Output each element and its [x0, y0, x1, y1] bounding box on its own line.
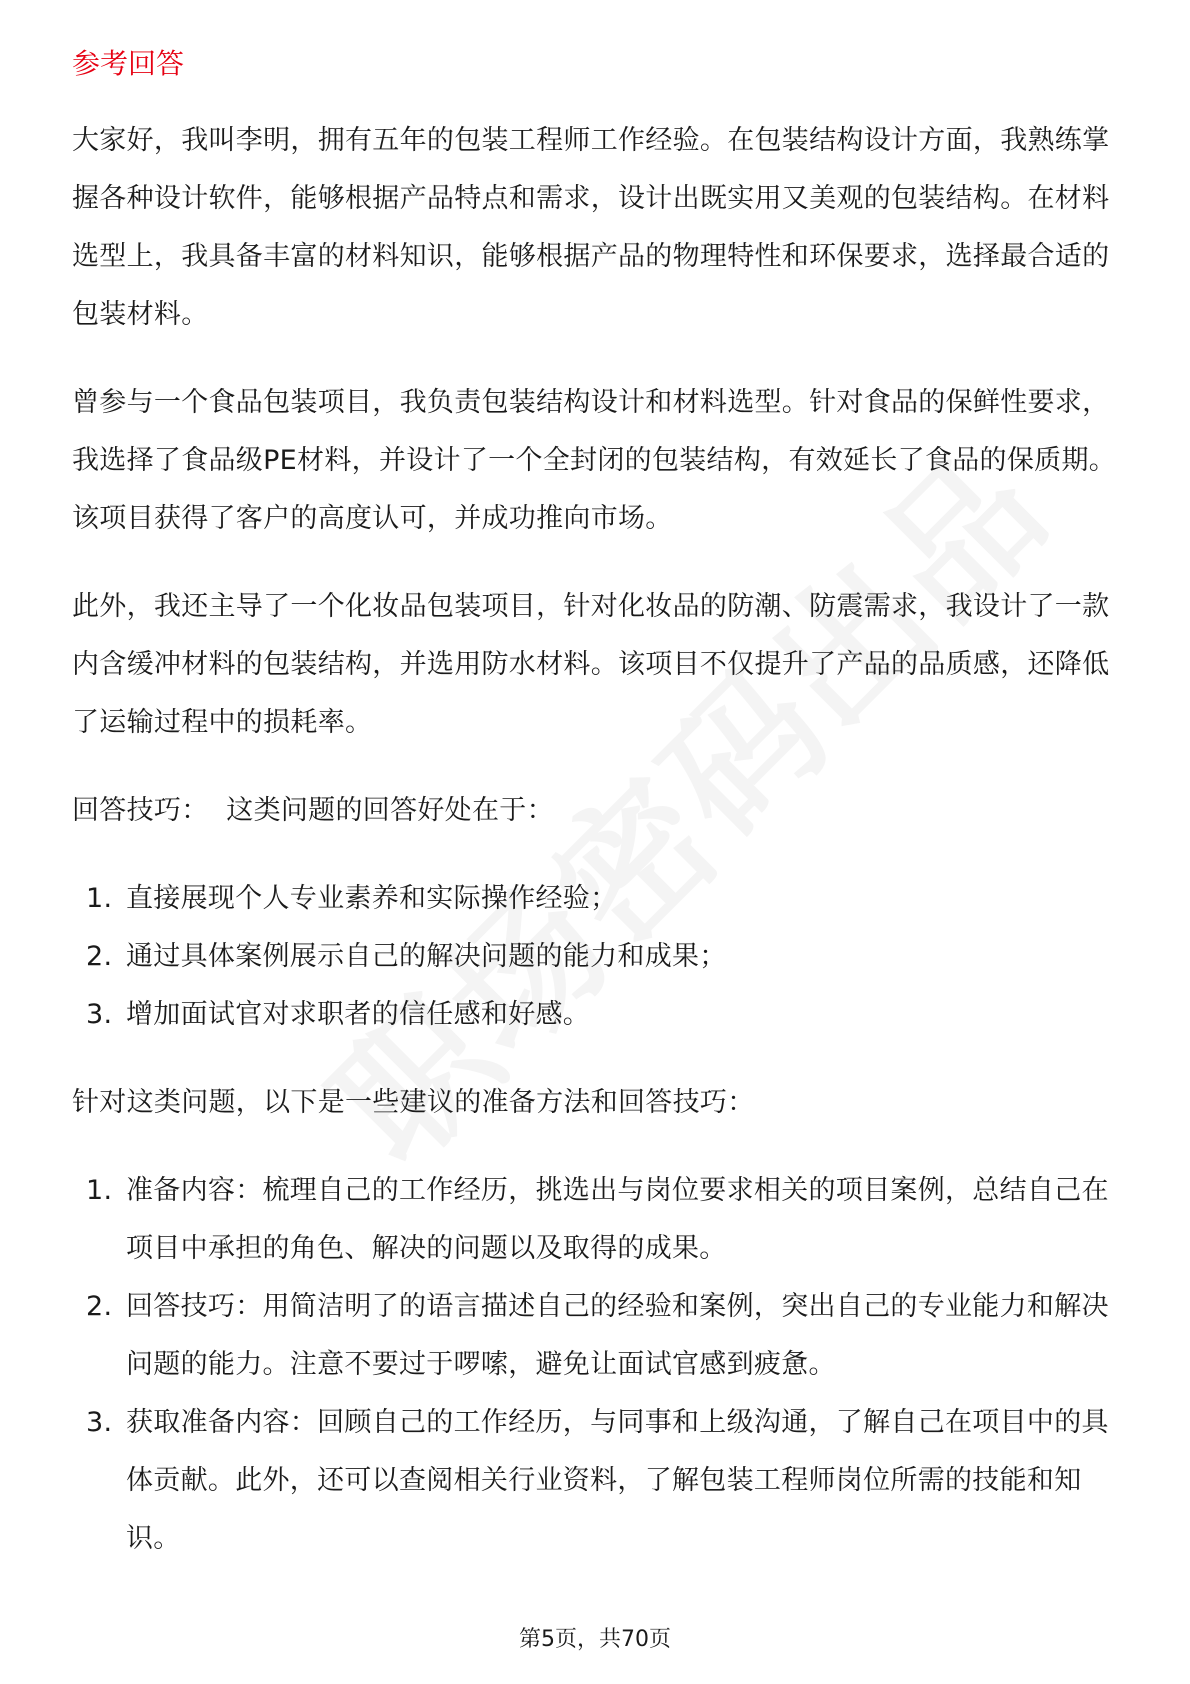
tips-intro: 回答技巧： 这类问题的回答好处在于：	[72, 795, 554, 826]
list-item	[72, 928, 1122, 986]
paragraph-intro: 大家好，我叫李明，拥有五年的包装工程师工作经验。在包装结构设计方面，我熟练掌握各种设计软件，能够根据产品特点和需求，设计出既实用又美观的包装结构。在材料选型上，我具备丰富的材料知识，能够根据产品的物理特性和环保要求，选择最合适的包装材料。	[72, 125, 1110, 330]
list-number: 1.	[86, 883, 113, 914]
paragraph-food-project: 曾参与一个食品包装项目，我负责包装结构设计和材料选型。针对食品的保鲜性要求，我选择了食品级PE材料，并设计了一个全封闭的包装结构，有效延长了食品的保质期。该项目获得了客户的高度认可，并成功推向市场。	[72, 387, 1117, 534]
list-item	[72, 1162, 1122, 1278]
section-title: 参考回答	[72, 47, 185, 80]
list-item	[72, 986, 1122, 1044]
list-number: 3.	[86, 999, 113, 1030]
list-text: 直接展现个人专业素养和实际操作经验；	[126, 883, 618, 914]
list-text: 增加面试官对求职者的信任感和好感。	[126, 999, 591, 1030]
list-number: 2.	[86, 1291, 113, 1322]
list-number: 3.	[86, 1407, 113, 1438]
advice-list	[72, 1162, 1122, 1568]
page-content	[72, 44, 1122, 1598]
list-item	[72, 1278, 1122, 1394]
list-text: 准备内容：梳理自己的工作经历，挑选出与岗位要求相关的项目案例，总结自己在项目中承担的角色、解决的问题以及取得的成果。	[126, 1175, 1109, 1264]
list-number: 1.	[86, 1175, 113, 1206]
list-text: 回答技巧：用简洁明了的语言描述自己的经验和案例，突出自己的专业能力和解决问题的能力。注意不要过于啰嗦，避免让面试官感到疲惫。	[126, 1291, 1109, 1380]
list-item	[72, 870, 1122, 928]
list-number: 2.	[86, 941, 113, 972]
list-text: 通过具体案例展示自己的解决问题的能力和成果；	[126, 941, 727, 972]
tips-list	[72, 870, 1122, 1044]
list-text: 获取准备内容：回顾自己的工作经历，与同事和上级沟通，了解自己在项目中的具体贡献。此外，还可以查阅相关行业资料，了解包装工程师岗位所需的技能和知识。	[126, 1407, 1109, 1554]
paragraph-cosmetics-project: 此外，我还主导了一个化妆品包装项目，针对化妆品的防潮、防震需求，我设计了一款内含缓冲材料的包装结构，并选用防水材料。该项目不仅提升了产品的品质感，还降低了运输过程中的损耗率。	[72, 591, 1110, 738]
page-footer: 第5页，共70页	[519, 1627, 671, 1652]
list-item	[72, 1394, 1122, 1568]
advice-intro: 针对这类问题，以下是一些建议的准备方法和回答技巧：	[72, 1087, 755, 1118]
